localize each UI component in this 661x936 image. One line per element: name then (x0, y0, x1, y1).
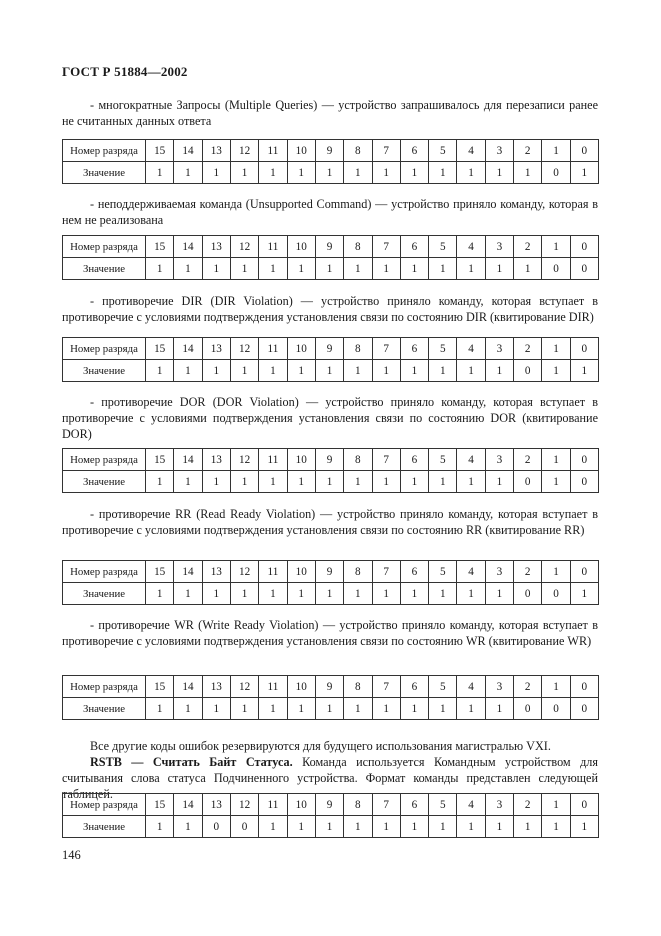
rstb-description: Команда используется Командным устройством для считывания слова статуса Подчиненного устройства. Формат команды представлен следующей таблицей. (62, 755, 598, 801)
bit-number-cell: 14 (174, 794, 202, 816)
bit-number-label: Номер разряда (63, 338, 146, 360)
bit-value-cell: 1 (287, 698, 315, 720)
bit-value-cell: 1 (372, 816, 400, 838)
bit-value-cell: 1 (344, 583, 372, 605)
bit-number-cell: 10 (287, 794, 315, 816)
bit-value-cell: 1 (485, 583, 513, 605)
bit-number-cell: 11 (259, 449, 287, 471)
value-label: Значение (63, 471, 146, 493)
bit-value-cell: 1 (344, 360, 372, 382)
bit-value-cell: 1 (287, 162, 315, 184)
bit-value-cell: 1 (542, 471, 570, 493)
bit-value-cell: 1 (174, 471, 202, 493)
bit-number-cell: 5 (429, 140, 457, 162)
bit-number-cell: 12 (230, 449, 258, 471)
bit-value-cell: 1 (457, 258, 485, 280)
value-label: Значение (63, 816, 146, 838)
bit-number-cell: 15 (146, 140, 174, 162)
error-description-multiple-queries: - многократные Запросы (Multiple Queries) — устройство запрашивалось для перезаписи ранее не считанных данных ответа (62, 98, 598, 128)
error-description-unsupported-command: - неподдерживаемая команда (Unsupported Command) — устройство приняло команду, которая в нем не реализована (62, 197, 598, 227)
bit-value-cell: 0 (514, 360, 542, 382)
value-label: Значение (63, 698, 146, 720)
bit-number-cell: 6 (400, 794, 428, 816)
bit-number-label: Номер разряда (63, 561, 146, 583)
bit-number-cell: 4 (457, 140, 485, 162)
bit-number-cell: 3 (485, 676, 513, 698)
bit-value-cell: 1 (372, 162, 400, 184)
bit-number-cell: 9 (315, 676, 343, 698)
bit-number-cell: 12 (230, 236, 258, 258)
bit-number-cell: 2 (514, 561, 542, 583)
bit-value-cell: 1 (202, 162, 230, 184)
bit-value-row (63, 162, 599, 184)
bit-number-cell: 14 (174, 338, 202, 360)
bit-value-cell: 0 (570, 258, 598, 280)
bit-number-cell: 13 (202, 676, 230, 698)
bit-number-cell: 0 (570, 561, 598, 583)
bit-number-cell: 8 (344, 236, 372, 258)
bit-value-cell: 1 (315, 583, 343, 605)
bit-number-label: Номер разряда (63, 449, 146, 471)
bit-value-cell: 1 (372, 471, 400, 493)
bit-number-cell: 11 (259, 140, 287, 162)
bit-value-cell: 1 (146, 583, 174, 605)
bit-value-cell: 1 (372, 258, 400, 280)
bit-number-label: Номер разряда (63, 676, 146, 698)
bit-value-cell: 1 (457, 698, 485, 720)
bit-value-cell: 1 (230, 162, 258, 184)
bit-value-cell: 1 (146, 471, 174, 493)
page-number: 146 (62, 848, 81, 862)
bit-value-cell: 1 (146, 258, 174, 280)
bit-value-row (63, 583, 599, 605)
bit-number-cell: 14 (174, 676, 202, 698)
bit-value-cell: 1 (202, 258, 230, 280)
bit-value-cell: 1 (174, 258, 202, 280)
bit-number-cell: 14 (174, 236, 202, 258)
bit-number-cell: 9 (315, 236, 343, 258)
bit-number-cell: 10 (287, 561, 315, 583)
bit-number-cell: 5 (429, 449, 457, 471)
bit-number-cell: 11 (259, 236, 287, 258)
bit-value-cell: 1 (230, 471, 258, 493)
bit-number-cell: 0 (570, 449, 598, 471)
bit-number-cell: 9 (315, 338, 343, 360)
bit-value-cell: 1 (429, 583, 457, 605)
bit-number-cell: 15 (146, 236, 174, 258)
bit-number-cell: 9 (315, 449, 343, 471)
bit-number-cell: 15 (146, 561, 174, 583)
bit-value-cell: 1 (202, 583, 230, 605)
bit-value-cell: 1 (457, 816, 485, 838)
bit-number-cell: 1 (542, 140, 570, 162)
bit-number-row (63, 338, 599, 360)
bit-number-cell: 15 (146, 794, 174, 816)
bit-value-cell: 1 (146, 816, 174, 838)
bit-value-cell: 1 (372, 583, 400, 605)
bit-number-cell: 5 (429, 794, 457, 816)
bit-value-cell: 1 (457, 360, 485, 382)
bit-value-cell: 1 (230, 698, 258, 720)
bit-value-cell: 1 (146, 162, 174, 184)
bit-number-cell: 6 (400, 140, 428, 162)
bit-number-row (63, 676, 599, 698)
bit-value-cell: 1 (287, 816, 315, 838)
bit-table-dor-violation (62, 448, 599, 493)
bit-value-cell: 1 (344, 816, 372, 838)
bit-value-cell: 1 (174, 162, 202, 184)
bit-value-cell: 1 (344, 258, 372, 280)
bit-value-cell: 1 (400, 360, 428, 382)
bit-value-cell: 1 (230, 360, 258, 382)
bit-value-cell: 1 (372, 360, 400, 382)
bit-number-cell: 2 (514, 676, 542, 698)
bit-number-cell: 10 (287, 338, 315, 360)
bit-value-cell: 0 (514, 471, 542, 493)
bit-number-cell: 7 (372, 140, 400, 162)
bit-value-cell: 0 (542, 258, 570, 280)
bit-value-cell: 1 (146, 698, 174, 720)
bit-number-cell: 8 (344, 140, 372, 162)
bit-number-row (63, 449, 599, 471)
bit-number-cell: 4 (457, 338, 485, 360)
bit-number-cell: 8 (344, 561, 372, 583)
bit-value-cell: 1 (429, 816, 457, 838)
bit-value-cell: 1 (287, 471, 315, 493)
error-description-dor-violation: - противоречие DOR (DOR Violation) — устройство приняло команду, которая вступает в противоречие с условиями подтверждения установления связи по состоянию DOR (квитирование DOR) (62, 395, 598, 441)
bit-number-cell: 10 (287, 449, 315, 471)
bit-number-cell: 13 (202, 561, 230, 583)
bit-number-cell: 7 (372, 449, 400, 471)
bit-number-cell: 15 (146, 338, 174, 360)
bit-number-cell: 12 (230, 338, 258, 360)
bit-value-cell: 1 (570, 360, 598, 382)
value-label: Значение (63, 583, 146, 605)
bit-number-cell: 3 (485, 140, 513, 162)
bit-value-cell: 1 (344, 471, 372, 493)
bit-number-cell: 1 (542, 794, 570, 816)
bit-value-cell: 1 (259, 360, 287, 382)
bit-number-cell: 15 (146, 449, 174, 471)
bit-table-multiple-queries (62, 139, 599, 184)
bit-value-cell: 1 (400, 471, 428, 493)
bit-number-cell: 14 (174, 561, 202, 583)
bit-number-cell: 3 (485, 449, 513, 471)
bit-number-cell: 11 (259, 561, 287, 583)
bit-number-cell: 15 (146, 676, 174, 698)
bit-number-cell: 1 (542, 236, 570, 258)
bit-value-cell: 1 (429, 698, 457, 720)
value-label: Значение (63, 162, 146, 184)
bit-table-rstb (62, 793, 599, 838)
bit-value-row (63, 471, 599, 493)
bit-value-cell: 1 (542, 816, 570, 838)
bit-value-cell: 1 (400, 583, 428, 605)
bit-number-cell: 5 (429, 676, 457, 698)
bit-number-row (63, 561, 599, 583)
bit-value-cell: 1 (259, 583, 287, 605)
bit-number-cell: 7 (372, 794, 400, 816)
bit-value-cell: 1 (429, 471, 457, 493)
bit-number-cell: 3 (485, 561, 513, 583)
bit-number-cell: 10 (287, 140, 315, 162)
bit-value-cell: 1 (485, 816, 513, 838)
bit-number-cell: 0 (570, 140, 598, 162)
bit-number-cell: 7 (372, 561, 400, 583)
bit-number-cell: 6 (400, 338, 428, 360)
bit-number-cell: 5 (429, 561, 457, 583)
bit-value-row (63, 360, 599, 382)
bit-value-cell: 0 (542, 162, 570, 184)
bit-value-cell: 0 (542, 583, 570, 605)
bit-value-cell: 1 (485, 162, 513, 184)
bit-value-row (63, 698, 599, 720)
bit-number-cell: 14 (174, 140, 202, 162)
bit-value-cell: 1 (259, 162, 287, 184)
bit-number-cell: 5 (429, 338, 457, 360)
bit-value-cell: 1 (514, 816, 542, 838)
bit-number-cell: 12 (230, 794, 258, 816)
error-description-rr-violation: - противоречие RR (Read Ready Violation) — устройство приняло команду, которая вступает в противоречие с условиями подтверждения установления связи по состоянию RR (квитирование RR) (62, 507, 598, 537)
bit-number-cell: 2 (514, 794, 542, 816)
bit-number-cell: 1 (542, 338, 570, 360)
bit-value-cell: 1 (287, 583, 315, 605)
bit-number-cell: 12 (230, 561, 258, 583)
bit-number-cell: 12 (230, 140, 258, 162)
bit-number-cell: 4 (457, 236, 485, 258)
bit-value-cell: 0 (570, 471, 598, 493)
bit-value-cell: 1 (485, 698, 513, 720)
bit-value-cell: 1 (315, 360, 343, 382)
bit-number-cell: 4 (457, 561, 485, 583)
bit-value-cell: 1 (429, 162, 457, 184)
bit-number-label: Номер разряда (63, 236, 146, 258)
bit-number-cell: 11 (259, 676, 287, 698)
bit-value-cell: 1 (485, 360, 513, 382)
bit-value-cell: 1 (230, 258, 258, 280)
bit-value-cell: 1 (372, 698, 400, 720)
bit-number-cell: 0 (570, 338, 598, 360)
bit-value-cell: 1 (174, 698, 202, 720)
bit-value-cell: 1 (457, 583, 485, 605)
value-label: Значение (63, 360, 146, 382)
bit-number-cell: 2 (514, 338, 542, 360)
bit-value-cell: 1 (429, 360, 457, 382)
bit-value-cell: 1 (344, 162, 372, 184)
bit-number-cell: 1 (542, 676, 570, 698)
bit-number-cell: 7 (372, 676, 400, 698)
bit-value-cell: 0 (514, 698, 542, 720)
bit-value-cell: 1 (315, 698, 343, 720)
bit-value-cell: 1 (259, 258, 287, 280)
bit-number-cell: 0 (570, 676, 598, 698)
bit-value-cell: 1 (570, 162, 598, 184)
bit-table-wr-violation (62, 675, 599, 720)
bit-number-cell: 4 (457, 449, 485, 471)
bit-value-cell: 1 (457, 162, 485, 184)
bit-value-cell: 1 (230, 583, 258, 605)
rstb-term: RSTB — Считать Байт Статуса. (90, 755, 293, 769)
bit-value-cell: 1 (202, 360, 230, 382)
bit-value-cell: 1 (570, 583, 598, 605)
bit-value-row (63, 816, 599, 838)
bit-value-cell: 0 (202, 816, 230, 838)
bit-value-cell: 1 (315, 258, 343, 280)
bit-value-cell: 1 (259, 816, 287, 838)
value-label: Значение (63, 258, 146, 280)
bit-number-cell: 2 (514, 449, 542, 471)
bit-value-cell: 1 (400, 162, 428, 184)
bit-number-cell: 11 (259, 338, 287, 360)
bit-table-unsupported-command (62, 235, 599, 280)
bit-value-cell: 1 (400, 816, 428, 838)
bit-value-cell: 1 (400, 258, 428, 280)
bit-value-cell: 1 (146, 360, 174, 382)
bit-value-cell: 1 (570, 816, 598, 838)
bit-number-cell: 6 (400, 676, 428, 698)
bit-number-cell: 12 (230, 676, 258, 698)
bit-value-cell: 1 (174, 583, 202, 605)
bit-number-cell: 6 (400, 561, 428, 583)
bit-number-row (63, 794, 599, 816)
bit-number-cell: 14 (174, 449, 202, 471)
bit-number-cell: 6 (400, 449, 428, 471)
bit-number-cell: 11 (259, 794, 287, 816)
bit-value-row (63, 258, 599, 280)
bit-value-cell: 1 (315, 816, 343, 838)
bit-number-cell: 8 (344, 449, 372, 471)
reserved-codes-paragraph: Все другие коды ошибок резервируются для будущего использования магистралью VXI. (90, 739, 551, 753)
error-description-wr-violation: - противоречие WR (Write Ready Violation) — устройство приняло команду, которая вступает в противоречие с условиями подтверждения установления связи по состоянию WR (квитирование WR) (62, 618, 598, 648)
bit-number-cell: 3 (485, 794, 513, 816)
bit-number-cell: 3 (485, 236, 513, 258)
bit-number-cell: 3 (485, 338, 513, 360)
bit-number-row (63, 236, 599, 258)
bit-value-cell: 1 (344, 698, 372, 720)
bit-value-cell: 1 (315, 471, 343, 493)
bit-number-cell: 8 (344, 338, 372, 360)
bit-value-cell: 1 (174, 816, 202, 838)
bit-value-cell: 0 (230, 816, 258, 838)
bit-value-cell: 1 (514, 258, 542, 280)
bit-value-cell: 1 (457, 471, 485, 493)
bit-value-cell: 1 (259, 698, 287, 720)
bit-value-cell: 1 (485, 471, 513, 493)
bit-number-cell: 9 (315, 561, 343, 583)
bit-number-cell: 13 (202, 449, 230, 471)
bit-number-cell: 2 (514, 236, 542, 258)
bit-value-cell: 1 (202, 471, 230, 493)
bit-value-cell: 1 (259, 471, 287, 493)
bit-number-cell: 13 (202, 794, 230, 816)
bit-number-cell: 7 (372, 236, 400, 258)
bit-value-cell: 1 (514, 162, 542, 184)
bit-number-cell: 13 (202, 140, 230, 162)
bit-value-cell: 1 (485, 258, 513, 280)
bit-number-cell: 7 (372, 338, 400, 360)
bit-number-cell: 1 (542, 561, 570, 583)
bit-number-cell: 2 (514, 140, 542, 162)
bit-value-cell: 1 (542, 360, 570, 382)
bit-number-cell: 4 (457, 794, 485, 816)
document-header: ГОСТ Р 51884—2002 (62, 64, 188, 79)
bit-value-cell: 1 (287, 360, 315, 382)
bit-value-cell: 1 (287, 258, 315, 280)
bit-number-cell: 13 (202, 236, 230, 258)
bit-value-cell: 1 (400, 698, 428, 720)
bit-number-cell: 9 (315, 794, 343, 816)
bit-number-cell: 4 (457, 676, 485, 698)
bit-number-cell: 1 (542, 449, 570, 471)
bit-number-cell: 0 (570, 794, 598, 816)
bit-value-cell: 1 (202, 698, 230, 720)
bit-table-rr-violation (62, 560, 599, 605)
bit-value-cell: 0 (514, 583, 542, 605)
bit-table-dir-violation (62, 337, 599, 382)
bit-value-cell: 0 (542, 698, 570, 720)
bit-number-row (63, 140, 599, 162)
bit-number-cell: 8 (344, 676, 372, 698)
bit-value-cell: 1 (429, 258, 457, 280)
bit-number-cell: 0 (570, 236, 598, 258)
bit-number-cell: 10 (287, 676, 315, 698)
bit-number-label: Номер разряда (63, 794, 146, 816)
bit-number-cell: 5 (429, 236, 457, 258)
bit-number-cell: 10 (287, 236, 315, 258)
bit-number-cell: 13 (202, 338, 230, 360)
bit-value-cell: 1 (174, 360, 202, 382)
bit-number-cell: 9 (315, 140, 343, 162)
bit-number-label: Номер разряда (63, 140, 146, 162)
bit-number-cell: 8 (344, 794, 372, 816)
bit-number-cell: 6 (400, 236, 428, 258)
bit-value-cell: 0 (570, 698, 598, 720)
error-description-dir-violation: - противоречие DIR (DIR Violation) — устройство приняло команду, которая вступает в противоречие с условиями подтверждения установления связи по состоянию DIR (квитирование DIR) (62, 294, 598, 324)
bit-value-cell: 1 (315, 162, 343, 184)
